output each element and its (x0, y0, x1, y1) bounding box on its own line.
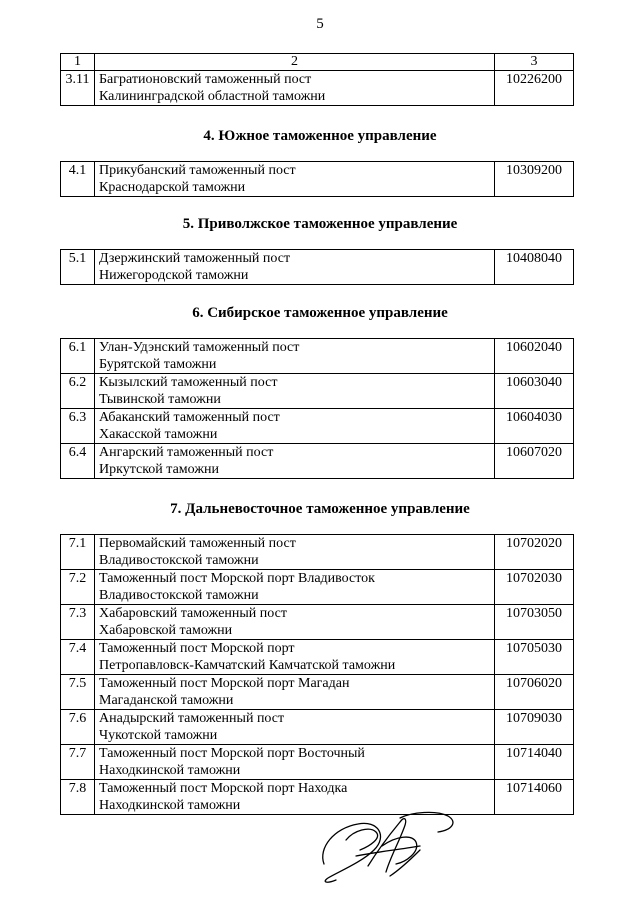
post-name (95, 570, 495, 605)
post-name (95, 339, 495, 374)
customs-table-continued (60, 53, 574, 106)
row-number: 5.1 (61, 250, 95, 285)
post-code: 10703050 (495, 605, 574, 640)
table-row (61, 535, 574, 570)
table-row (61, 374, 574, 409)
post-name-line2: Тывинской таможни (99, 392, 221, 407)
post-name-line2: Владивостокской таможни (99, 553, 259, 568)
post-name-line1: Таможенный пост Морской порт Владивосток (99, 571, 375, 586)
row-number: 6.2 (61, 374, 95, 409)
post-code: 10604030 (495, 409, 574, 444)
post-code: 10709030 (495, 710, 574, 745)
post-name-line2: Чукотской таможни (99, 728, 218, 743)
post-code: 10705030 (495, 640, 574, 675)
post-name-line1: Таможенный пост Морской порт Восточный (99, 746, 365, 761)
post-name-line2: Нижегородской таможни (99, 268, 249, 283)
row-number: 4.1 (61, 162, 95, 197)
post-name (95, 535, 495, 570)
post-name (95, 71, 495, 106)
customs-table-volga (60, 249, 574, 285)
customs-table-far-eastern (60, 534, 574, 815)
table-row (61, 710, 574, 745)
row-number: 7.3 (61, 605, 95, 640)
row-number: 7.8 (61, 780, 95, 815)
post-name-line2: Владивостокской таможни (99, 588, 259, 603)
post-code: 10309200 (495, 162, 574, 197)
post-name-line1: Таможенный пост Морской порт Магадан (99, 676, 350, 691)
customs-table-southern (60, 161, 574, 197)
post-name-line2: Хабаровской таможни (99, 623, 233, 638)
row-number: 6.1 (61, 339, 95, 374)
post-name-line1: Анадырский таможенный пост (99, 711, 285, 726)
section-title-far-eastern: 7. Дальневосточное таможенное управление (170, 501, 470, 517)
section-title-siberian: 6. Сибирское таможенное управление (192, 305, 448, 321)
table-row (61, 409, 574, 444)
post-name-line2: Магаданской таможни (99, 693, 234, 708)
post-name-line2: Хакасской таможни (99, 427, 218, 442)
table-row (61, 339, 574, 374)
post-name-line1: Улан-Удэнский таможенный пост (99, 340, 300, 355)
row-number: 7.7 (61, 745, 95, 780)
section-title-southern: 4. Южное таможенное управление (203, 128, 437, 144)
post-name-line2: Петропавловск-Камчатский Камчатской таможни (99, 658, 396, 673)
table-row (61, 444, 574, 479)
post-name (95, 409, 495, 444)
table-row (61, 250, 574, 285)
section-title-volga: 5. Приволжское таможенное управление (182, 216, 458, 232)
post-name (95, 710, 495, 745)
post-code: 10607020 (495, 444, 574, 479)
post-name-line1: Таможенный пост Морской порт Находка (99, 781, 348, 796)
column-header-2: 2 (95, 54, 495, 71)
table-row (61, 675, 574, 710)
column-header-3: 3 (495, 54, 574, 71)
post-code: 10408040 (495, 250, 574, 285)
post-name (95, 444, 495, 479)
post-code: 10226200 (495, 71, 574, 106)
post-code: 10702030 (495, 570, 574, 605)
post-name-line2: Находкинской таможни (99, 763, 241, 778)
row-number: 7.6 (61, 710, 95, 745)
post-name-line2: Калининградской областной таможни (99, 89, 326, 104)
row-number: 7.2 (61, 570, 95, 605)
column-header-row (61, 54, 574, 71)
post-code: 10706020 (495, 675, 574, 710)
post-name-line1: Первомайский таможенный пост (99, 536, 296, 551)
row-number: 6.3 (61, 409, 95, 444)
post-name-line1: Дзержинский таможенный пост (99, 251, 291, 266)
page-number: 5 (316, 16, 324, 32)
post-code: 10702020 (495, 535, 574, 570)
row-number: 6.4 (61, 444, 95, 479)
table-row (61, 71, 574, 106)
table-row (61, 640, 574, 675)
row-number: 7.5 (61, 675, 95, 710)
post-code: 10602040 (495, 339, 574, 374)
post-code: 10714040 (495, 745, 574, 780)
post-name (95, 605, 495, 640)
post-name-line1: Таможенный пост Морской порт (99, 641, 295, 656)
column-header-1: 1 (61, 54, 95, 71)
post-name (95, 745, 495, 780)
table-row (61, 570, 574, 605)
post-name-line2: Бурятской таможни (99, 357, 217, 372)
post-name-line1: Хабаровский таможенный пост (99, 606, 287, 621)
post-code: 10714060 (495, 780, 574, 815)
post-name (95, 250, 495, 285)
row-number: 7.4 (61, 640, 95, 675)
row-number: 7.1 (61, 535, 95, 570)
post-name-line1: Багратионовский таможенный пост (99, 72, 312, 87)
post-name (95, 162, 495, 197)
post-name-line2: Краснодарской таможни (99, 180, 246, 195)
post-name-line1: Кызылский таможенный пост (99, 375, 278, 390)
table-row (61, 745, 574, 780)
row-number: 3.11 (61, 71, 95, 106)
post-code: 10603040 (495, 374, 574, 409)
post-name (95, 374, 495, 409)
table-row (61, 605, 574, 640)
customs-table-siberian (60, 338, 574, 479)
post-name (95, 640, 495, 675)
handwritten-signature (316, 806, 466, 886)
post-name-line2: Иркутской таможни (99, 462, 219, 477)
post-name-line1: Ангарский таможенный пост (99, 445, 274, 460)
table-row (61, 162, 574, 197)
post-name-line1: Абаканский таможенный пост (99, 410, 280, 425)
post-name (95, 675, 495, 710)
post-name-line2: Находкинской таможни (99, 798, 241, 813)
post-name-line1: Прикубанский таможенный пост (99, 163, 296, 178)
